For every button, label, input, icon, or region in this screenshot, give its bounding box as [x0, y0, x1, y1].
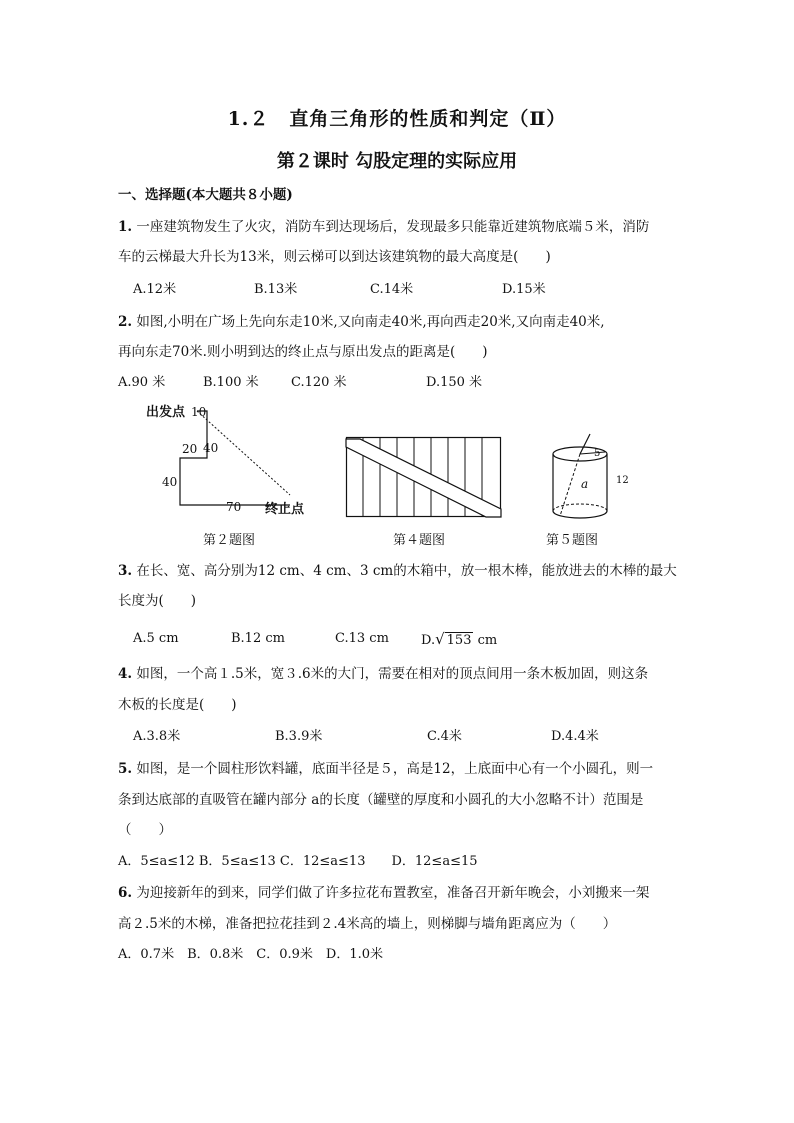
question-text: 为迎接新年的到来，同学们做了许多拉花布置教室，准备召开新年晚会，小刘搬来一架 [136, 885, 650, 901]
question-5-line-1 [118, 760, 653, 778]
q3-option-b: B.12 cm [231, 631, 285, 646]
q1-option-d: D.15米 [502, 282, 546, 297]
q3-option-d [421, 630, 497, 650]
question-5-line-2: 条到达底部的直吸管在罐内部分 a的长度（罐壁的厚度和小圆孔的大小忽略不计）范围是 [118, 792, 644, 808]
question-text: 在长、宽、高分别为12 cm、4 cm、3 cm的木箱中，放一根木棒，能放进去的木棒的最大 [136, 563, 677, 579]
option-unit: cm [477, 633, 498, 648]
question-number: 5. [118, 761, 133, 777]
page-subtitle: 第２课时 勾股定理的实际应用 [276, 151, 518, 172]
question-1-line-1 [118, 218, 649, 236]
label-20: 20 [182, 442, 198, 456]
walk-path [180, 411, 290, 505]
question-text: 如图,小明在广场上先向东走10米,又向南走40米,再向西走20米,又向南走40米, [136, 314, 605, 330]
q5-options: A．5≤a≤12 B．5≤a≤13 C．12≤a≤13 D．12≤a≤15 [118, 854, 478, 869]
question-6-line-2: 高２.5米的木梯，准备把拉花挂到２.4米高的墙上，则梯脚与墙角距离应为（ ） [118, 916, 617, 932]
start-label: 出发点 [146, 405, 186, 420]
question-4-line-1 [118, 665, 648, 683]
page-title: 1.２ 直角三角形的性质和判定（Ⅱ） [227, 108, 567, 130]
question-text: 如图，一个高１.5米，宽３.6米的大门，需要在相对的顶点间用一条木板加固，则这条 [136, 666, 649, 682]
straw-outside [580, 434, 590, 454]
straw-inside [560, 454, 580, 516]
question-6-line-1 [118, 884, 649, 902]
question-text: 如图，是一个圆柱形饮料罐，底面半径是５，高是12，上底面中心有一个小圆孔，则一 [136, 761, 654, 777]
label-40-right: 40 [203, 441, 219, 455]
question-text: 一座建筑物发生了火灾，消防车到达现场后，发现最多只能靠近建筑物底端５米，消防 [136, 219, 650, 235]
question-2-line-1 [118, 313, 605, 331]
question-2-line-2: 再向东走70米.则小明到达的终止点与原出发点的距离是( ) [118, 344, 488, 360]
section-heading: 一、选择题(本大题共８小题) [118, 187, 293, 203]
q2-option-a: A.90 米 [118, 375, 166, 390]
label-10: 10 [191, 405, 207, 419]
q2-option-d: D.150 米 [426, 375, 483, 390]
q4-option-d: D.4.4米 [551, 729, 599, 744]
sqrt-radicand: 153 [446, 633, 472, 648]
q2-option-c: C.120 米 [291, 375, 347, 390]
radius-label: 5 [594, 448, 601, 459]
question-number: 3. [118, 563, 133, 579]
q6-options: A．0.7米 B．0.8米 C．0.9米 D．1.0米 [118, 947, 384, 962]
question-5-line-3: （ ） [118, 822, 172, 838]
diagonal-board [346, 439, 501, 517]
question-1-line-2: 车的云梯最大升长为13米，则云梯可以到达该建筑物的最大高度是( ) [118, 249, 551, 265]
height-label: 12 [616, 475, 629, 486]
option-letter: D. [421, 633, 436, 648]
straw-label: a [581, 477, 589, 491]
question-number: 1. [118, 219, 133, 235]
question-4-line-2: 木板的长度是( ) [118, 697, 237, 713]
figure-2-path-diagram [140, 398, 320, 523]
question-3-line-2: 长度为( ) [118, 593, 197, 609]
sqrt-sign: √ [435, 630, 445, 648]
label-40-left: 40 [162, 475, 178, 489]
radius-line [580, 452, 605, 454]
figure-5-caption: 第５题图 [546, 533, 599, 548]
figure-4-caption: 第４题图 [393, 533, 446, 548]
q1-option-a: A.12米 [133, 282, 177, 297]
question-number: 6. [118, 885, 133, 901]
question-number: 2. [118, 314, 133, 330]
end-label: 终止点 [265, 502, 305, 517]
q2-option-b: B.100 米 [203, 375, 259, 390]
question-3-line-1 [118, 562, 677, 580]
figure-5-cylinder-diagram [548, 428, 638, 523]
q1-option-b: B.13米 [254, 282, 298, 297]
q1-option-c: C.14米 [370, 282, 414, 297]
q4-option-b: B.3.9米 [275, 729, 323, 744]
q3-option-c: C.13 cm [335, 631, 389, 646]
figure-4-gate-diagram [346, 437, 501, 517]
figure-2-caption: 第２题图 [203, 533, 256, 548]
q4-option-a: A.3.8米 [133, 729, 181, 744]
q4-option-c: C.4米 [427, 729, 462, 744]
question-number: 4. [118, 666, 133, 682]
q3-option-a: A.5 cm [133, 631, 179, 646]
label-70: 70 [226, 500, 242, 514]
